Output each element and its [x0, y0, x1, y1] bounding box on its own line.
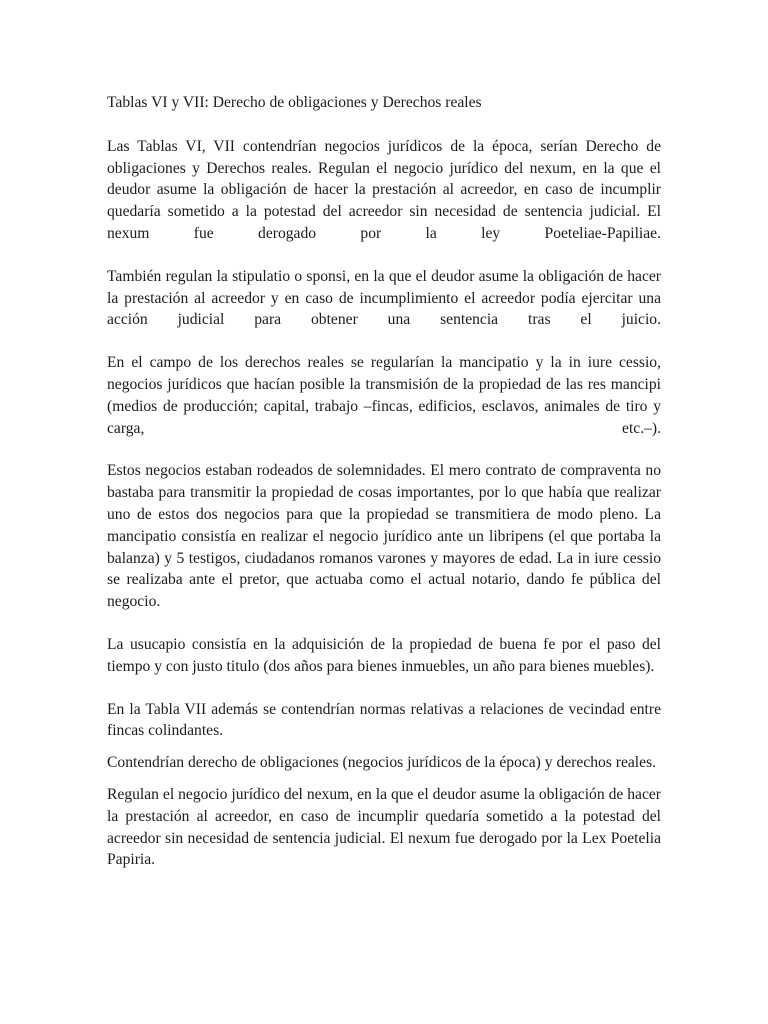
paragraph-usucapio: La usucapio consistía en la adquisición de la propiedad de buena fe por el paso del tiempo y con justo titulo (dos años para bienes inmuebles, un año para bienes muebles).	[107, 635, 661, 675]
document-title: Tablas VI y VII: Derecho de obligaciones y Derechos reales	[107, 94, 482, 111]
paragraph-solemnidades: Estos negocios estaban rodeados de solemnidades. El mero contrato de compraventa no bastaba para transmitir la propiedad de cosas importantes, por lo que había que realizar uno de estos dos negocios para que la propiedad se transmitiera de modo pleno. La mancipatio consistía en realizar el negocio jurídico ante un libripens (el que portaba la balanza) y 5 testigos, ciudadanos romanos varones y mayores de edad. La in iure cessio se realizaba ante el pretor, que actuaba como el actual notario, dando fe pública del negocio.	[107, 462, 661, 611]
paragraph-tabla-vii: En la Tabla VII además se contendrían normas relativas a relaciones de vecindad entre fincas colindantes.	[107, 700, 661, 740]
paragraph-nexum-intro: Las Tablas VI, VII contendrían negocios jurídicos de la época, serían Derecho de obligaciones y Derechos reales. Regulan el negocio jurídico del nexum, en la que el deudor asume la obligación de hacer la prestación al acreedor, en caso de incumplir quedaría sometido a la potestad del acreedor sin necesidad de sentencia judicial. El nexum fue derogado por la ley Poeteliae-Papiliae.	[107, 137, 661, 242]
paragraph-contendrian: Contendrían derecho de obligaciones (negocios jurídicos de la época) y derechos reales.	[107, 754, 657, 772]
paragraph-nexum-repeat: Regulan el negocio jurídico del nexum, en la que el deudor asume la obligación de hacer la prestación al acreedor, en caso de incumplir quedaría sometido a la potestad del acreedor sin necesidad de sentencia judicial. El nexum fue derogado por la Lex Poetelia Papiria.	[107, 785, 661, 869]
paragraph-stipulatio: También regulan la stipulatio o sponsi, en la que el deudor asume la obligación de hacer la prestación al acreedor y en caso de incumplimiento el acreedor podía ejercitar una acción judicial para obtener una sentencia tras el juicio.	[107, 267, 661, 329]
document-page	[107, 92, 661, 892]
paragraph-derechos-reales: En el campo de los derechos reales se regularían la mancipatio y la in iure cessio, negocios jurídicos que hacían posible la transmisión de la propiedad de las res mancipi (medios de producción; capital, trabajo –fincas, edificios, esclavos, animales de tiro y carga, etc.–).	[107, 354, 661, 437]
